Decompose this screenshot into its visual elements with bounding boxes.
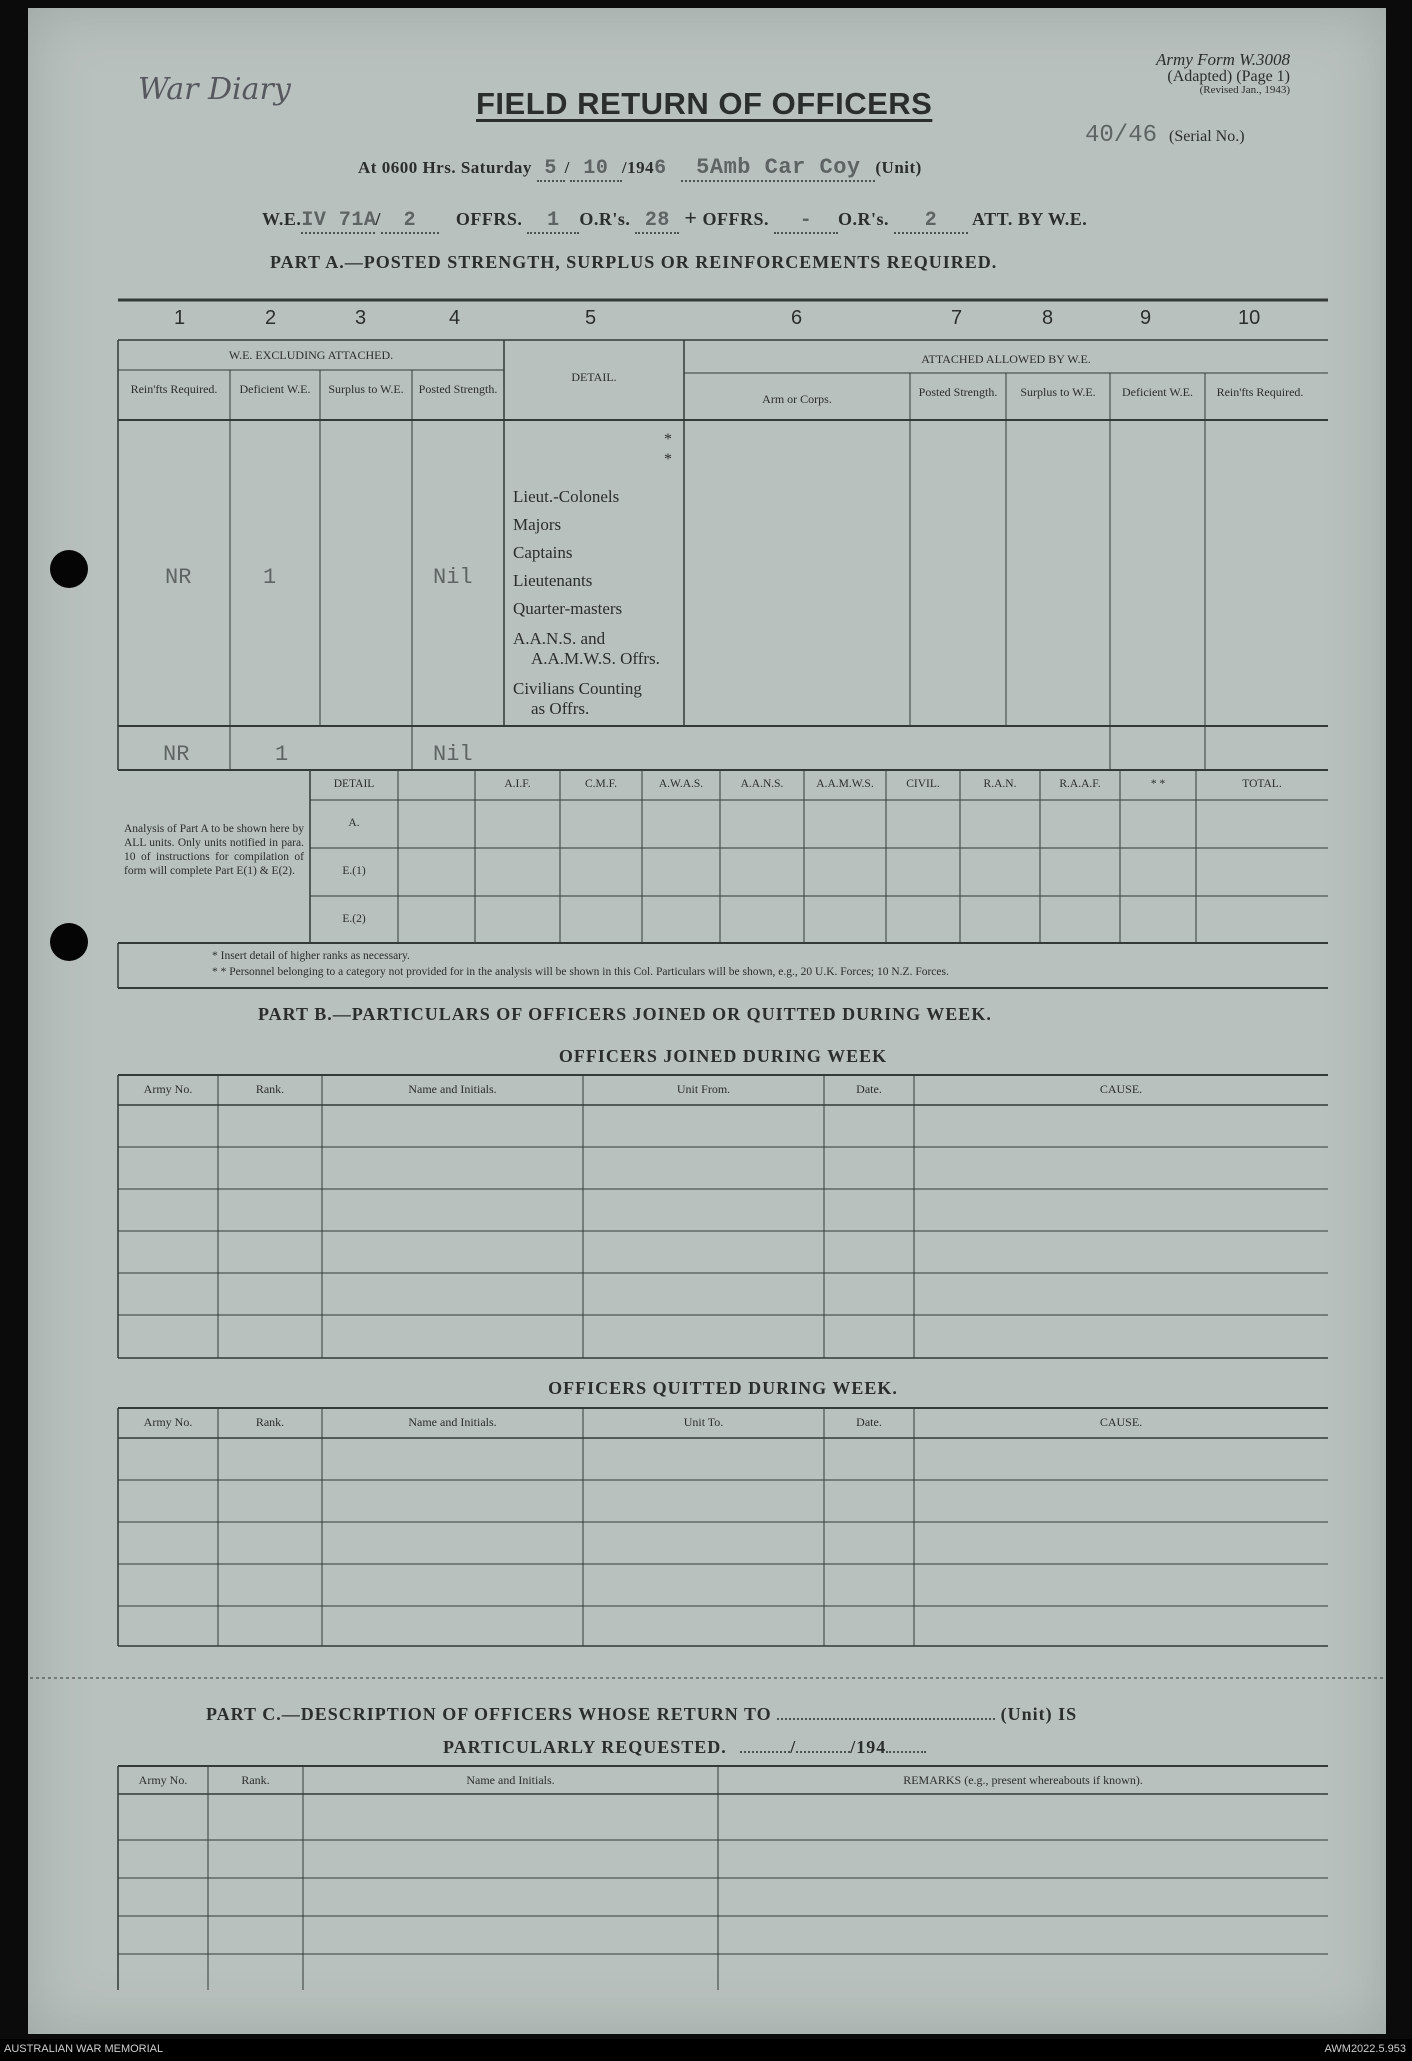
- analysis-header-row: [310, 778, 1328, 798]
- asterisk-rows: [664, 430, 672, 470]
- ors-label: O.R's.: [579, 209, 631, 229]
- part-c-col-army-no: Army No.: [138, 1773, 188, 1787]
- footnote-1: * Insert detail of higher ranks as necessary.: [212, 950, 410, 962]
- rank-aans: A.A.N.S. and: [513, 629, 606, 648]
- col-arm-corps: Arm or Corps.: [762, 392, 832, 406]
- annotation-war-diary: War Diary: [138, 72, 291, 107]
- ors-value: 28: [635, 209, 679, 234]
- rank-lieut-colonels: Lieut.-Colonels: [513, 487, 620, 506]
- analysis-row-e1: E.(1): [342, 865, 366, 877]
- form-number: Army Form W.3008: [1156, 50, 1290, 69]
- col-number: 2: [265, 307, 277, 329]
- serial-value: 40/46: [1085, 122, 1158, 149]
- entry-deficient: 1: [263, 565, 277, 590]
- col-att-deficient: Deficient W.E.: [1122, 385, 1193, 399]
- col-number: 9: [1140, 307, 1152, 329]
- joined-col-unit-from: Unit From.: [676, 1082, 731, 1096]
- group-left-header: W.E. EXCLUDING ATTACHED.: [228, 348, 394, 362]
- rank-list: [513, 483, 683, 719]
- part-c-header-row: [118, 1773, 1328, 1793]
- joined-col-date: Date.: [856, 1082, 882, 1096]
- col-att-reinfs: Rein'fts Required.: [1216, 385, 1304, 399]
- footnote-2: * * Personnel belonging to a category not provided for in the analysis will be shown in this Col. Particulars will be shown, e.g., 20 U.K. Forces; 10 N.Z. Forces.: [212, 966, 949, 978]
- we-value: IV 71A: [301, 209, 377, 232]
- part-c-unit-blank[interactable]: [777, 1718, 995, 1720]
- part-c-year-blank[interactable]: [886, 1751, 926, 1753]
- detail-header: DETAIL.: [571, 370, 617, 384]
- plus-sign: +: [684, 205, 698, 230]
- part-c-heading: [206, 1704, 1077, 1725]
- joined-col-army-no: Army No.: [143, 1082, 193, 1096]
- col-number: 7: [951, 307, 963, 329]
- footer-accession: AWM2022.5.953: [1324, 2043, 1406, 2055]
- rank-aamws: A.A.M.W.S. Offrs.: [531, 649, 660, 668]
- att-label: ATT. BY W.E.: [972, 209, 1088, 229]
- analysis-col-ran: R.A.N.: [983, 778, 1017, 790]
- unit-label: (Unit): [875, 158, 922, 177]
- asterisk: *: [664, 451, 672, 468]
- part-b-heading: PART B.—PARTICULARS OF OFFICERS JOINED OR QUITTED DURING WEEK.: [258, 1004, 992, 1024]
- quitted-col-name: Name and Initials.: [408, 1415, 497, 1429]
- quitted-header-row: [118, 1415, 1328, 1435]
- footer-bar: [0, 2039, 1412, 2061]
- unit-value: 5Amb Car Coy: [681, 155, 875, 182]
- ors2-value: 2: [894, 209, 968, 234]
- analysis-col-detail: DETAIL: [333, 778, 375, 790]
- col-reinfs-required: Rein'fts Required.: [130, 382, 218, 396]
- ors2-label: O.R's.: [837, 209, 889, 229]
- offrs-value: 1: [527, 209, 579, 234]
- joined-title: OFFICERS JOINED DURING WEEK: [558, 1046, 888, 1066]
- analysis-row-e2: E.(2): [342, 913, 366, 925]
- quitted-col-unit-to: Unit To.: [683, 1415, 724, 1429]
- part-c-col-name: Name and Initials.: [466, 1773, 555, 1787]
- day-value: 5: [537, 157, 565, 182]
- col-number: 8: [1042, 307, 1054, 329]
- joined-header-row: [118, 1082, 1328, 1102]
- part-c-col-remarks: REMARKS (e.g., present whereabouts if known).: [903, 1773, 1143, 1787]
- analysis-col-raaf: R.A.A.F.: [1059, 778, 1101, 790]
- part-a-heading: PART A.—POSTED STRENGTH, SURPLUS OR REINFORCEMENTS REQUIRED.: [270, 252, 998, 272]
- analysis-col-aamws: A.A.M.W.S.: [816, 778, 874, 790]
- asterisk: *: [664, 431, 672, 448]
- analysis-col-cmf: C.M.F.: [585, 778, 617, 790]
- col-number: 10: [1238, 307, 1261, 329]
- offrs-label: OFFRS.: [455, 209, 523, 229]
- part-c-day-blank[interactable]: [740, 1751, 790, 1753]
- line-we-strength: W.E.IV 71A/ 2 OFFRS. 1 O.R's. 28 + OFFRS. - O.R's. 2 ATT. BY W.E.: [262, 205, 1088, 232]
- footer-institution: AUSTRALIAN WAR MEMORIAL: [4, 2043, 164, 2055]
- total-posted: Nil: [433, 742, 473, 767]
- offrs2-value: -: [774, 209, 838, 234]
- form-revised: (Revised Jan., 1943): [1199, 84, 1290, 96]
- group-right-header: ATTACHED ALLOWED BY W.E.: [921, 352, 1091, 366]
- quitted-col-army-no: Army No.: [143, 1415, 193, 1429]
- joined-col-rank: Rank.: [255, 1082, 285, 1096]
- col-surplus-we: Surplus to W.E.: [328, 382, 404, 396]
- analysis-col-aans: A.A.N.S.: [740, 778, 784, 790]
- month-value: 10: [570, 157, 622, 182]
- analysis-row-a: A.: [348, 817, 360, 829]
- year-digit: 6: [654, 157, 667, 180]
- part-c-heading-prefix: PART C.—DESCRIPTION OF OFFICERS WHOSE RETURN TO: [206, 1704, 772, 1724]
- rank-majors: Majors: [513, 515, 562, 534]
- analysis-col-total: TOTAL.: [1242, 778, 1282, 790]
- rank-quarter-masters: Quarter-masters: [513, 599, 623, 618]
- analysis-col-other: * *: [1150, 778, 1166, 790]
- part-c-heading-suffix: (Unit) IS: [1000, 1704, 1078, 1724]
- part-c-col-rank: Rank.: [241, 1773, 270, 1787]
- joined-col-name: Name and Initials.: [408, 1082, 497, 1096]
- part-c-line2: PARTICULARLY REQUESTED. / /194: [443, 1737, 926, 1758]
- rank-civilians-2: as Offrs.: [531, 699, 590, 718]
- rank-captains: Captains: [513, 543, 573, 562]
- total-deficient: 1: [275, 742, 289, 767]
- time-day-label: At 0600 Hrs. Saturday: [358, 158, 532, 177]
- quitted-title: OFFICERS QUITTED DURING WEEK.: [548, 1378, 898, 1398]
- column-numbers: [118, 307, 1328, 337]
- offrs2-label: OFFRS.: [702, 209, 769, 229]
- col-number: 3: [355, 307, 367, 329]
- col-number: 4: [449, 307, 461, 329]
- quitted-col-date: Date.: [856, 1415, 882, 1429]
- analysis-col-aif: A.I.F.: [504, 778, 531, 790]
- analysis-col-civil: CIVIL.: [906, 778, 940, 790]
- rank-civilians: Civilians Counting: [513, 679, 642, 698]
- we-value2: 2: [381, 209, 439, 234]
- line-date-unit: At 0600 Hrs. Saturday 5 / 10 /1946 5Amb Car Coy (Unit): [358, 155, 922, 180]
- col-att-surplus: Surplus to W.E.: [1020, 385, 1096, 399]
- part-c-year: /194: [850, 1737, 887, 1757]
- serial-label: (Serial No.): [1169, 128, 1245, 145]
- col-att-posted-strength: Posted Strength.: [918, 385, 998, 399]
- entry-posted: Nil: [433, 565, 473, 590]
- part-c-requested: PARTICULARLY REQUESTED.: [443, 1737, 727, 1757]
- total-reinfs: NR: [163, 742, 190, 767]
- col-number: 1: [174, 307, 186, 329]
- quitted-col-rank: Rank.: [255, 1415, 285, 1429]
- joined-col-cause: CAUSE.: [1099, 1082, 1143, 1096]
- col-deficient-we: Deficient W.E.: [239, 382, 311, 396]
- analysis-col-awas: A.W.A.S.: [658, 778, 704, 790]
- col-number: 6: [791, 307, 803, 329]
- part-c-month-blank[interactable]: [796, 1751, 850, 1753]
- page-title: FIELD RETURN OF OFFICERS: [476, 86, 933, 121]
- year-prefix: 194: [627, 158, 655, 177]
- analysis-note: Analysis of Part A to be shown here by ALL units. Only units notified in para. 10 of instructions for compilation of form will complete Part E(1) & E(2).: [124, 823, 304, 877]
- entry-reinfs: NR: [165, 565, 192, 590]
- rank-lieutenants: Lieutenants: [513, 571, 593, 590]
- col-number: 5: [585, 307, 597, 329]
- quitted-col-cause: CAUSE.: [1099, 1415, 1143, 1429]
- form-adapted: (Adapted) (Page 1): [1167, 68, 1290, 85]
- col-posted-strength: Posted Strength.: [418, 382, 498, 396]
- we-label: W.E.: [262, 209, 302, 229]
